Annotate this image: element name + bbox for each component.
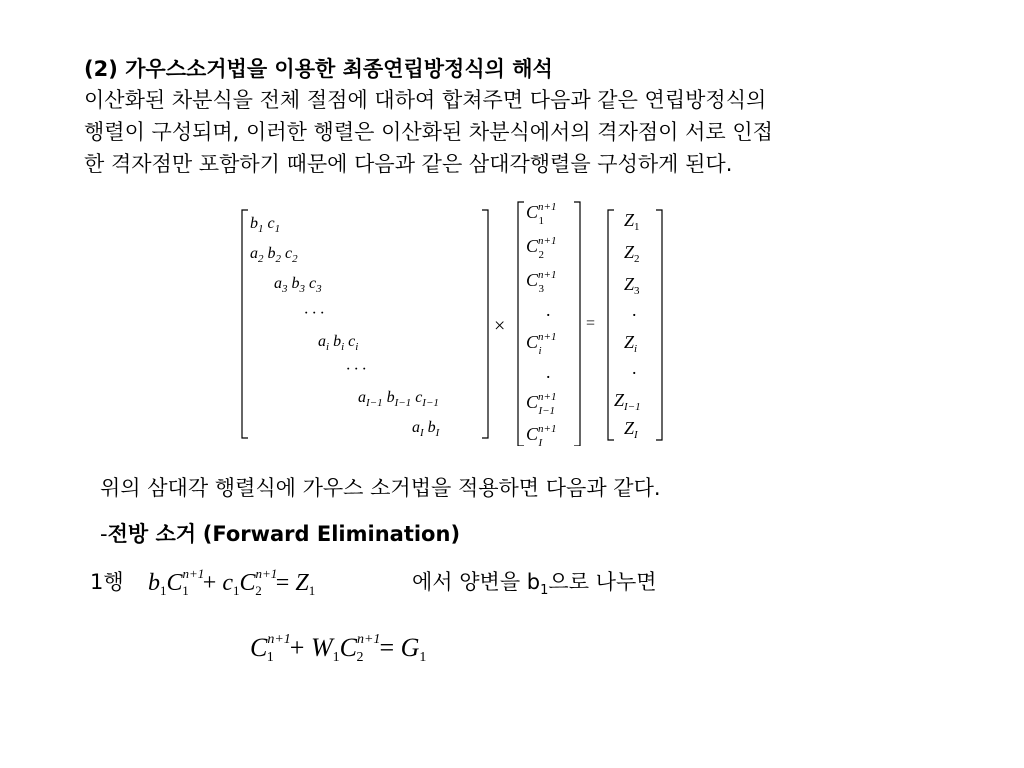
svg-text:.: . — [632, 300, 637, 320]
matrix-row-dots-2: · · · — [346, 361, 366, 378]
intro-paragraph — [84, 84, 964, 180]
normalized-equation — [248, 620, 518, 668]
svg-text:Cn+1I: $C^{n+1}$ I — [526, 423, 557, 446]
unknown-vector-right-bracket — [574, 202, 580, 446]
matrix-row-1: $b_1$ $c_1$ — [250, 215, 281, 235]
svg-text:ZI−1: $Z_{I-1}$ — [614, 390, 641, 413]
matrix-row-3: $a_3$ $b_3$ $c_3$ — [274, 275, 322, 295]
matrix-row-I: $a_I$ $b_I$ — [412, 419, 440, 439]
svg-text:Zi: $Z_i$ — [624, 332, 638, 355]
svg-text:Cn+1i: $C^{n+1}$ i — [526, 331, 557, 357]
coef-matrix-entries — [250, 215, 441, 439]
paragraph-line: 이산화된 차분식을 전체 절점에 대하여 합쳐주면 다음과 같은 연립방정식의 — [84, 88, 767, 112]
svg-text:Z1: $Z_1$ — [624, 210, 640, 233]
matrix-row-dots-1: · · · — [304, 305, 324, 322]
dash: - — [100, 522, 108, 546]
matrix-row-I-1: $a_{I-1}$ $b_{I-1}$ $c_{I-1}$ — [358, 389, 439, 409]
coef-matrix-left-bracket — [242, 210, 248, 438]
forward-english: (Forward Elimination) — [202, 522, 461, 546]
forward-elimination-title — [100, 518, 460, 548]
rhs-vector-right-bracket — [656, 210, 662, 440]
svg-text:b1Cn+11+ c1Cn+12= Z1: $b_1C^{n+1}$ $1 + c_1C^{n+1}$ $2 = Z_1$ — [148, 566, 316, 598]
unknown-vector-left-bracket — [518, 202, 524, 446]
svg-text:Cn+12: $C^{n+1}$ 2 — [526, 235, 557, 261]
forward-korean: 전방 소거 — [107, 522, 197, 546]
row1-description — [412, 566, 657, 598]
svg-text:Z3: $Z_3$ — [624, 274, 640, 297]
row1-text-after: 으로 나누면 — [548, 570, 657, 594]
matrix-row-i: $a_i$ $b_i$ $c_i$ — [318, 333, 359, 353]
svg-text:.: . — [546, 362, 551, 382]
row1-label: 1행 — [90, 570, 124, 594]
row1-equation — [146, 556, 414, 602]
rhs-vector-entries — [614, 210, 641, 441]
matrix-row-2: $a_2$ $b_2$ $c_2$ — [250, 245, 298, 265]
coef-matrix-right-bracket — [482, 210, 488, 438]
paragraph-line: 한 격자점만 포함하기 때문에 다음과 같은 삼대각행렬을 구성하게 된다. — [84, 152, 733, 176]
tridiagonal-matrix-equation — [230, 196, 680, 446]
unknown-vector-entries — [526, 201, 556, 446]
svg-text:ZI: $Z_I$ — [624, 418, 638, 441]
svg-text:.: . — [632, 358, 637, 378]
row1-sub: 1 — [540, 583, 549, 599]
equals-sign: = — [586, 315, 596, 332]
paragraph-line: 행렬이 구성되며, 이러한 행렬은 이산화된 차분식에서의 격자점이 서로 인접 — [84, 120, 773, 144]
svg-text:Cn+13: $C^{n+1}$ 3 — [526, 269, 557, 295]
times-sign: × — [494, 315, 506, 337]
svg-text:.: . — [546, 300, 551, 320]
svg-text:Cn+11+ W1Cn+12= G1: $C^{n+1}$ $1 + W1C^{n+1}$ 2 = G1 — [250, 632, 427, 665]
row1-text-before: 에서 양변을 b — [412, 570, 541, 594]
apply-gauss-caption: 위의 삼대각 행렬식에 가우스 소거법을 적용하면 다음과 같다. — [100, 476, 661, 500]
svg-text:Cn+1I−1: $C^{n+1}$ I−1 — [526, 391, 557, 417]
svg-text:Cn+11: $C^{n+1}$ 1 — [526, 201, 557, 227]
section-heading: (2) 가우스소거법을 이용한 최종연립방정식의 해석 — [84, 57, 553, 81]
svg-text:Z2: $Z_2$ — [624, 242, 640, 265]
